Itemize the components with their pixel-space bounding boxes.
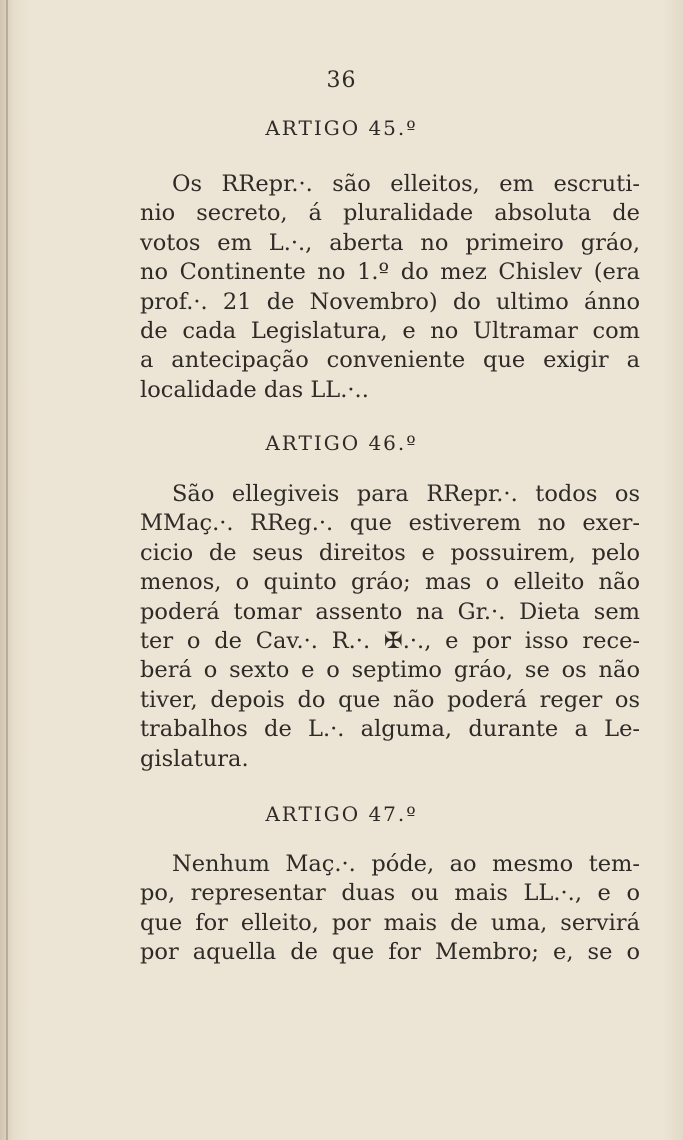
article-46-heading: ARTIGO 46.º [265, 431, 418, 455]
text-line: que for elleito, por mais de uma, servirá [140, 909, 640, 936]
text-line: menos, o quinto gráo; mas o elleito não [140, 569, 640, 596]
text-line: São ellegiveis para RRepr.·. todos os [172, 481, 640, 507]
text-line: trabalhos de L.·. alguma, durante a Le- [140, 716, 640, 743]
text-line: localidade das LL.·.. [140, 376, 369, 403]
text-line: prof.·. 21 de Novembro) do ultimo ánno [140, 288, 640, 315]
article-47-text [140, 850, 640, 968]
text-line: votos em L.·., aberta no primeiro gráo, [140, 229, 640, 256]
text-line: berá o sexto e o septimo gráo, se os não [140, 657, 640, 684]
text-line: tiver, depois do que não poderá reger os [140, 686, 640, 713]
page-number: 36 [326, 68, 357, 93]
text-line: gislatura. [140, 745, 249, 772]
article-45-heading: ARTIGO 45.º [265, 116, 418, 140]
text-line: a antecipação conveniente que exigir a [140, 347, 640, 374]
article-47-heading: ARTIGO 47.º [265, 802, 418, 826]
text-line: Os RRepr.·. são elleitos, em escruti- [172, 171, 640, 197]
text-line: no Continente no 1.º do mez Chislev (era [140, 259, 640, 286]
text-line: cicio de seus direitos e possuirem, pelo [140, 539, 640, 566]
binding-gutter [6, 0, 8, 1140]
article-45-text [140, 170, 640, 405]
article-46-text [140, 480, 640, 774]
text-line: por aquella de que for Membro; e, se o [140, 939, 640, 966]
text-line: poderá tomar assento na Gr.·. Dieta sem [140, 598, 640, 625]
text-line: nio secreto, á pluralidade absoluta de [140, 200, 640, 227]
text-line: ter o de Cav.·. R.·. ✠.·., e por isso rece- [140, 628, 640, 655]
text-line: de cada Legislatura, e no Ultramar com [140, 318, 640, 345]
text-line: Nenhum Maç.·. póde, ao mesmo tem- [172, 851, 640, 877]
text-line: MMaç.·. RReg.·. que estiverem no exer- [140, 510, 640, 537]
text-line: po, representar duas ou mais LL.·., e o [140, 880, 640, 907]
